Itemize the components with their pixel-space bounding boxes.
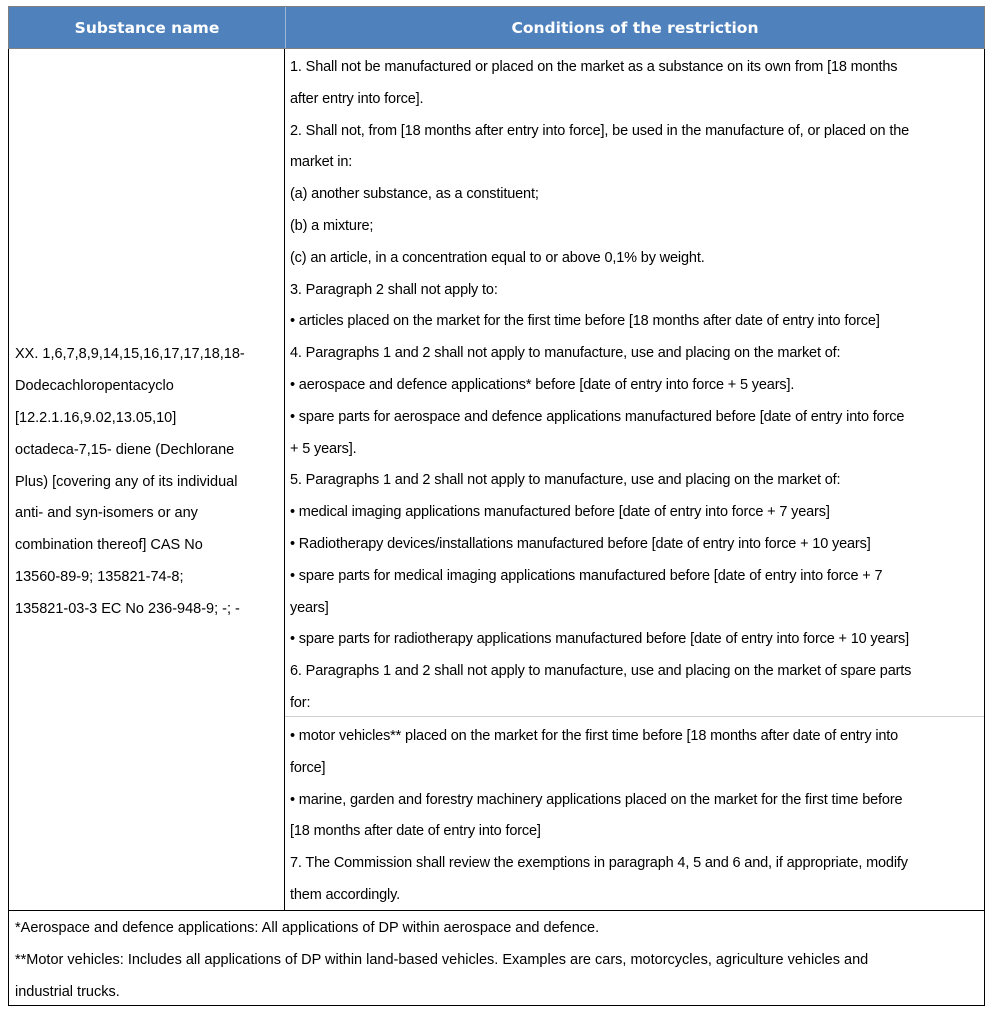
substance-line: combination thereof] CAS No	[15, 537, 203, 554]
table-row	[8, 49, 985, 911]
condition-line: 7. The Commission shall review the exemptions in paragraph 4, 5 and 6 and, if appropriate, modify	[290, 855, 908, 872]
condition-line: 5. Paragraphs 1 and 2 shall not apply to manufacture, use and placing on the market of:	[290, 472, 841, 489]
condition-line: • spare parts for medical imaging applications manufactured before [date of entry into force + 7	[290, 567, 883, 584]
footnote-line: industrial trucks.	[15, 983, 120, 1000]
substance-line: Dodecachloropentacyclo	[15, 378, 174, 395]
condition-line: market in:	[290, 154, 353, 171]
condition-line: [18 months after date of entry into force]	[290, 823, 541, 840]
substance-line: Plus) [covering any of its individual	[15, 473, 238, 490]
footnote-line: *Aerospace and defence applications: All applications of DP within aerospace and defence.	[15, 920, 600, 936]
condition-line: • aerospace and defence applications* before [date of entry into force + 5 years].	[290, 376, 795, 393]
conditions-cell	[285, 49, 984, 910]
row-divider	[285, 716, 984, 717]
substance-cell	[9, 49, 285, 910]
condition-line: for:	[290, 694, 311, 711]
condition-line: • medical imaging applications manufactured before [date of entry into force + 7 years]	[290, 504, 830, 521]
table-header	[8, 6, 985, 49]
header-conditions: Conditions of the restriction	[511, 18, 759, 37]
conditions-text	[290, 52, 911, 720]
restriction-table	[8, 6, 985, 1006]
condition-line: 3. Paragraph 2 shall not apply to:	[290, 281, 498, 298]
header-substance-name: Substance name	[9, 7, 286, 48]
condition-line: • spare parts for radiotherapy applications manufactured before [date of entry into force + 10 years]	[290, 631, 910, 648]
footnotes-cell	[8, 911, 985, 1006]
substance-line: XX. 1,6,7,8,9,14,15,16,17,17,18,18-	[15, 346, 245, 363]
condition-line: • marine, garden and forestry machinery applications placed on the market for the first time before	[290, 791, 903, 808]
condition-line: 6. Paragraphs 1 and 2 shall not apply to manufacture, use and placing on the market of spare parts	[290, 663, 912, 680]
condition-line: • articles placed on the market for the first time before [18 months after date of entry into force]	[290, 313, 880, 330]
condition-line: after entry into force].	[290, 90, 424, 107]
condition-line: years]	[290, 599, 329, 616]
condition-line: • Radiotherapy devices/installations manufactured before [date of entry into force + 10 years]	[290, 535, 871, 552]
condition-line: (b) a mixture;	[290, 217, 374, 234]
substance-line: anti- and syn-isomers or any	[15, 505, 198, 522]
substance-text	[9, 333, 245, 625]
conditions-text-continued	[290, 721, 908, 912]
condition-line: • motor vehicles** placed on the market for the first time before [18 months after date of entry into	[290, 728, 899, 744]
condition-line: (c) an article, in a concentration equal to or above 0,1% by weight.	[290, 249, 705, 266]
substance-line: octadeca-7,15- diene (Dechlorane	[15, 441, 235, 458]
condition-line: force]	[290, 759, 326, 776]
condition-line: • spare parts for aerospace and defence applications manufactured before [date of entry into force	[290, 408, 905, 425]
footnote-line: **Motor vehicles: Includes all applications of DP within land-based vehicles. Examples are cars, motorcycles, agriculture vehicles and	[15, 951, 869, 968]
condition-line: 2. Shall not, from [18 months after entry into force], be used in the manufacture of, or placed on the	[290, 122, 910, 139]
condition-line: 1. Shall not be manufactured or placed on the market as a substance on its own from [18 months	[290, 59, 898, 75]
condition-line: 4. Paragraphs 1 and 2 shall not apply to manufacture, use and placing on the market of:	[290, 345, 841, 362]
substance-line: [12.2.1.16,9.02,13.05,10]	[15, 410, 177, 426]
substance-line: 135821-03-3 EC No 236-948-9; -; -	[15, 600, 240, 617]
condition-line: (a) another substance, as a constituent;	[290, 186, 539, 203]
condition-line: + 5 years].	[290, 440, 357, 457]
condition-line: them accordingly.	[290, 886, 401, 903]
substance-line: 13560-89-9; 135821-74-8;	[15, 568, 184, 585]
